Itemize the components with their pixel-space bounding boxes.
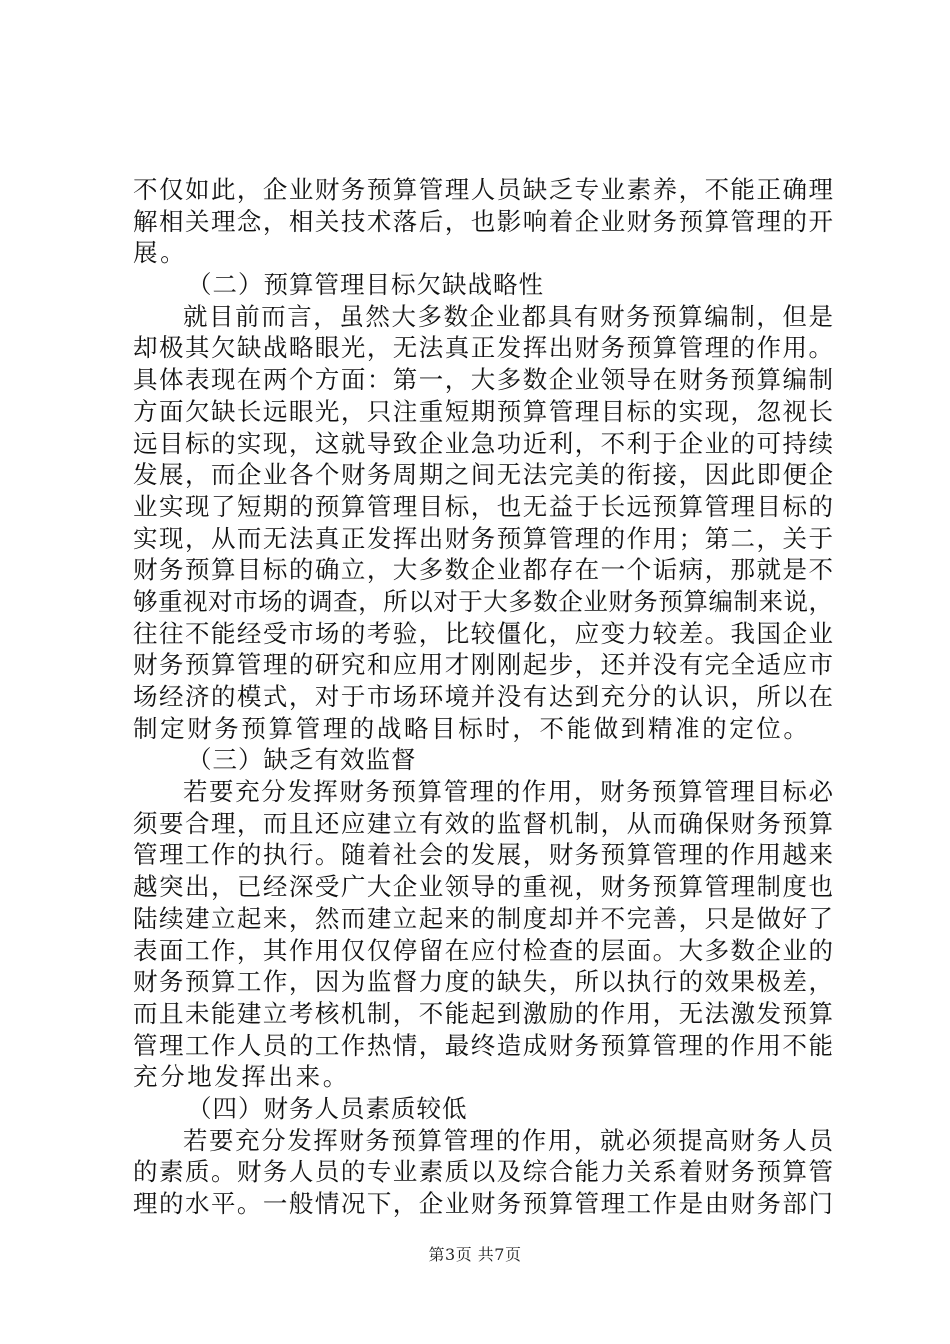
text-line: 财务预算目标的确立，大多数企业都存在一个诟病，那就是不 (133, 555, 833, 585)
text-line: 若要充分发挥财务预算管理的作用，财务预算管理目标必 (183, 777, 833, 807)
text-line: 管理工作的执行。随着社会的发展，财务预算管理的作用越来 (133, 840, 833, 870)
section-heading: （二）预算管理目标欠缺战略性 (187, 270, 544, 300)
text-line: 展。 (133, 238, 188, 268)
text-line: 远目标的实现，这就导致企业急功近利，不利于企业的可持续 (133, 428, 833, 458)
body-text (133, 174, 833, 1220)
section-heading: （三）缺乏有效监督 (187, 745, 417, 775)
text-line: 越突出，已经深受广大企业领导的重视，财务预算管理制度也 (133, 872, 833, 902)
text-line: 理的水平。一般情况下，企业财务预算管理工作是由财务部门 (133, 1189, 833, 1218)
text-line: 就目前而言，虽然大多数企业都具有财务预算编制，但是 (183, 301, 833, 331)
text-line: 陆续建立起来，然而建立起来的制度却并不完善，只是做好了 (133, 903, 833, 933)
text-line: 往往不能经受市场的考验，比较僵化，应变力较差。我国企业 (133, 618, 833, 648)
text-line: 发展，而企业各个财务周期之间无法完美的衔接，因此即便企 (133, 460, 833, 490)
text-line: 业实现了短期的预算管理目标，也无益于长远预算管理目标的 (133, 491, 833, 521)
text-line: 充分地发挥出来。 (133, 1062, 350, 1092)
section-heading: （四）财务人员素质较低 (187, 1093, 468, 1123)
page-number-footer: 第3页 共7页 (428, 1245, 522, 1264)
text-line: 具体表现在两个方面：第一，大多数企业领导在财务预算编制 (133, 365, 833, 395)
text-line: 够重视对市场的调查，所以对于大多数企业财务预算编制来说， (133, 586, 833, 616)
text-line: 却极其欠缺战略眼光，无法真正发挥出财务预算管理的作用。 (133, 333, 833, 363)
text-line: 场经济的模式，对于市场环境并没有达到充分的认识，所以在 (133, 682, 833, 711)
text-line: 表面工作，其作用仅仅停留在应付检查的层面。大多数企业的 (133, 935, 833, 965)
text-line: 的素质。财务人员的专业素质以及综合能力关系着财务预算管 (133, 1157, 833, 1187)
text-line: 须要合理，而且还应建立有效的监督机制，从而确保财务预算 (133, 808, 833, 838)
text-line: 解相关理念，相关技术落后，也影响着企业财务预算管理的开 (133, 206, 833, 236)
text-line: 方面欠缺长远眼光，只注重短期预算管理目标的实现，忽视长 (133, 396, 833, 426)
text-line: 若要充分发挥财务预算管理的作用，就必须提高财务人员 (183, 1125, 833, 1155)
text-line: 实现，从而无法真正发挥出财务预算管理的作用；第二，关于 (133, 523, 833, 553)
text-line: 不仅如此，企业财务预算管理人员缺乏专业素养，不能正确理 (133, 175, 833, 204)
text-line: 管理工作人员的工作热情，最终造成财务预算管理的作用不能 (133, 1030, 833, 1060)
text-line: 财务预算工作，因为监督力度的缺失，所以执行的效果极差， (133, 967, 833, 997)
text-line: 财务预算管理的研究和应用才刚刚起步，还并没有完全适应市 (133, 650, 833, 680)
text-line: 制定财务预算管理的战略目标时，不能做到精准的定位。 (133, 713, 811, 743)
text-line: 而且未能建立考核机制，不能起到激励的作用，无法激发预算 (133, 998, 833, 1028)
